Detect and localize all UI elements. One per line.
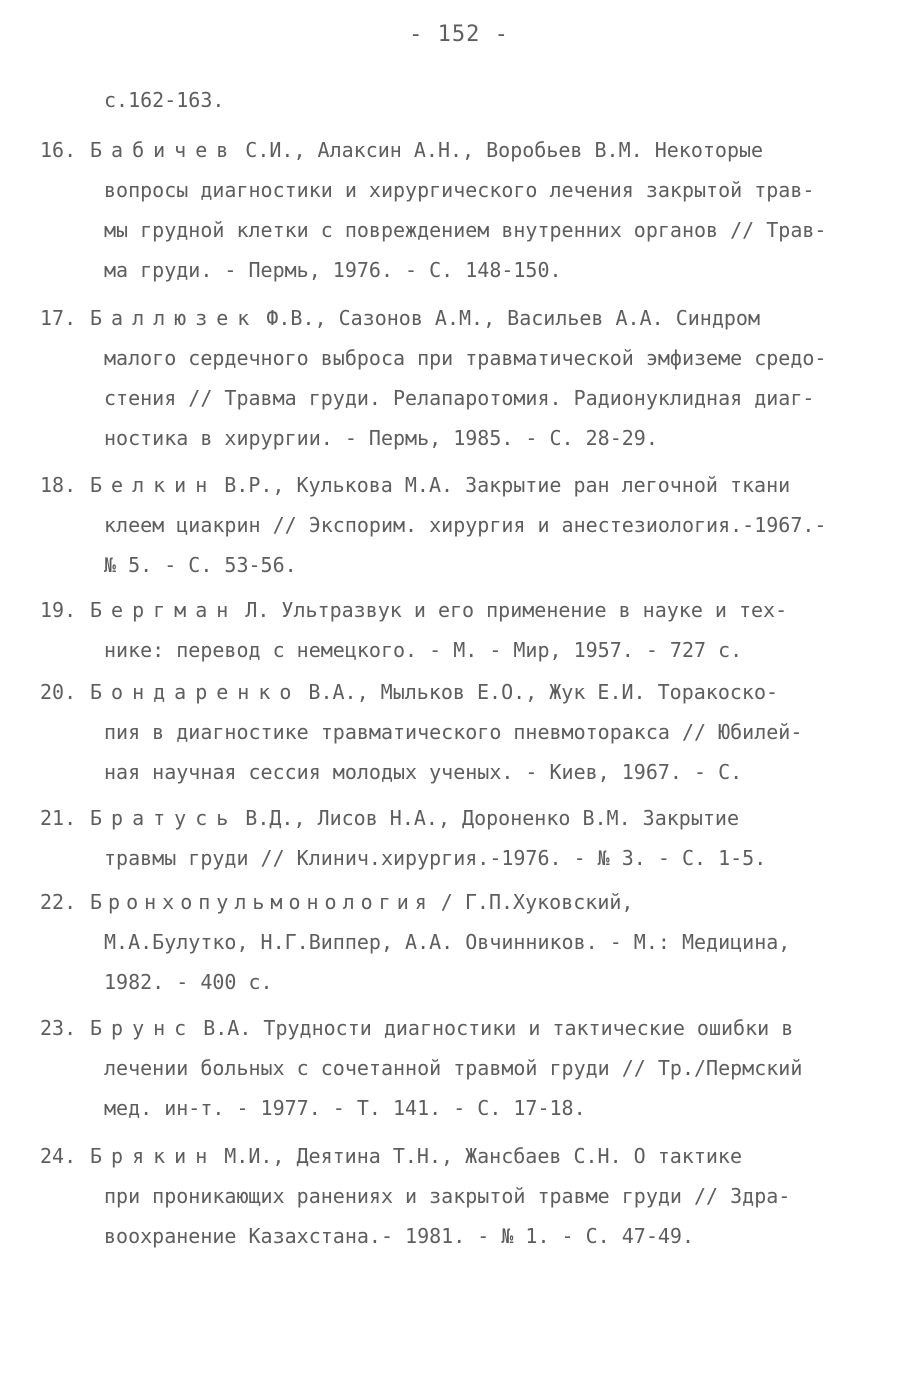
reference-number: 16. [40, 138, 77, 162]
reference-number: 20. [40, 680, 77, 704]
continuation-text: с.162-163. [104, 88, 225, 112]
reference-line: вопросы диагностики и хирургического лечения закрытой трав- [104, 178, 815, 202]
reference-line: нике: перевод с немецкого. - М. - Мир, 1957. - 727 с. [104, 638, 743, 662]
reference-number: 21. [40, 806, 77, 830]
reference-line: ма груди. - Пермь, 1976. - С. 148-150. [104, 258, 562, 282]
reference-entry [40, 590, 880, 670]
reference-entry [40, 798, 880, 878]
reference-author: Белкин [90, 473, 217, 497]
reference-entry [40, 882, 880, 1002]
reference-line: Ф.В., Сазонов А.М., Васильев А.А. Синдром [266, 306, 761, 330]
reference-line: травмы груди // Клинич.хирургия.-1976. - № 3. - С. 1-5. [104, 846, 767, 870]
reference-entry [40, 1136, 880, 1256]
reference-line: № 5. - С. 53-56. [104, 553, 297, 577]
reference-line: мед. ин-т. - 1977. - Т. 141. - С. 17-18. [104, 1096, 586, 1120]
reference-author: Бронхопульмонология [90, 890, 433, 914]
reference-number: 18. [40, 473, 77, 497]
reference-line: пия в диагностике травматического пневмоторакса // Юбилей- [104, 720, 803, 744]
reference-line: ностика в хирургии. - Пермь, 1985. - С. 28-29. [104, 426, 658, 450]
reference-entry [40, 130, 880, 290]
reference-author: Брунс [90, 1016, 196, 1040]
reference-entry [40, 298, 880, 458]
reference-number: 19. [40, 598, 77, 622]
reference-line: лечении больных с сочетанной травмой груди // Тр./Пермский [104, 1056, 803, 1080]
reference-line: мы грудной клетки с повреждением внутренних органов // Трав- [104, 218, 827, 242]
page-number: - 152 - [409, 22, 509, 47]
reference-line: 1982. - 400 с. [104, 970, 273, 994]
reference-line: при проникающих ранениях и закрытой травме груди // Здра- [104, 1184, 791, 1208]
reference-entry [40, 1008, 880, 1128]
reference-author: Бондаренко [90, 680, 301, 704]
reference-author: Брякин [90, 1144, 217, 1168]
reference-number: 24. [40, 1144, 77, 1168]
reference-line: В.А., Мыльков Е.О., Жук Е.И. Торакоско- [308, 680, 779, 704]
reference-line: / Г.П.Хуковский, [440, 890, 634, 914]
reference-line: В.Д., Лисов Н.А., Дороненко В.М. Закрытие [245, 806, 739, 830]
reference-entry [40, 465, 880, 585]
reference-number: 22. [40, 890, 77, 914]
reference-line: М.А.Булутко, Н.Г.Виппер, А.А. Овчинников. - М.: Медицина, [104, 930, 791, 954]
reference-author: Баллюзек [90, 306, 259, 330]
reference-number: 17. [40, 306, 77, 330]
reference-author: Бабичев [90, 138, 238, 162]
reference-line: Л. Ультразвук и его применение в науке и тех- [245, 598, 788, 622]
reference-line: стения // Травма груди. Релапаротомия. Радионуклидная диаг- [104, 386, 815, 410]
reference-author: Братусь [90, 806, 238, 830]
reference-line: клеем циакрин // Экспорим. хирургия и анестезиология.-1967.- [104, 513, 827, 537]
reference-line: В.А. Трудности диагностики и тактические ошибки в [203, 1016, 794, 1040]
reference-line: ная научная сессия молодых ученых. - Киев, 1967. - С. [104, 760, 743, 784]
reference-author: Бергман [90, 598, 238, 622]
reference-line: С.И., Алаксин А.Н., Воробьев В.М. Некоторые [245, 138, 764, 162]
reference-line: В.Р., Кулькова М.А. Закрытие ран легочной ткани [224, 473, 791, 497]
reference-entry [40, 672, 880, 792]
reference-line: воохранение Казахстана.- 1981. - № 1. - С. 47-49. [104, 1224, 695, 1248]
reference-line: малого сердечного выброса при травматической эмфиземе средо- [104, 346, 827, 370]
reference-line: М.И., Деятина Т.Н., Жансбаев С.Н. О тактике [224, 1144, 743, 1168]
reference-number: 23. [40, 1016, 77, 1040]
